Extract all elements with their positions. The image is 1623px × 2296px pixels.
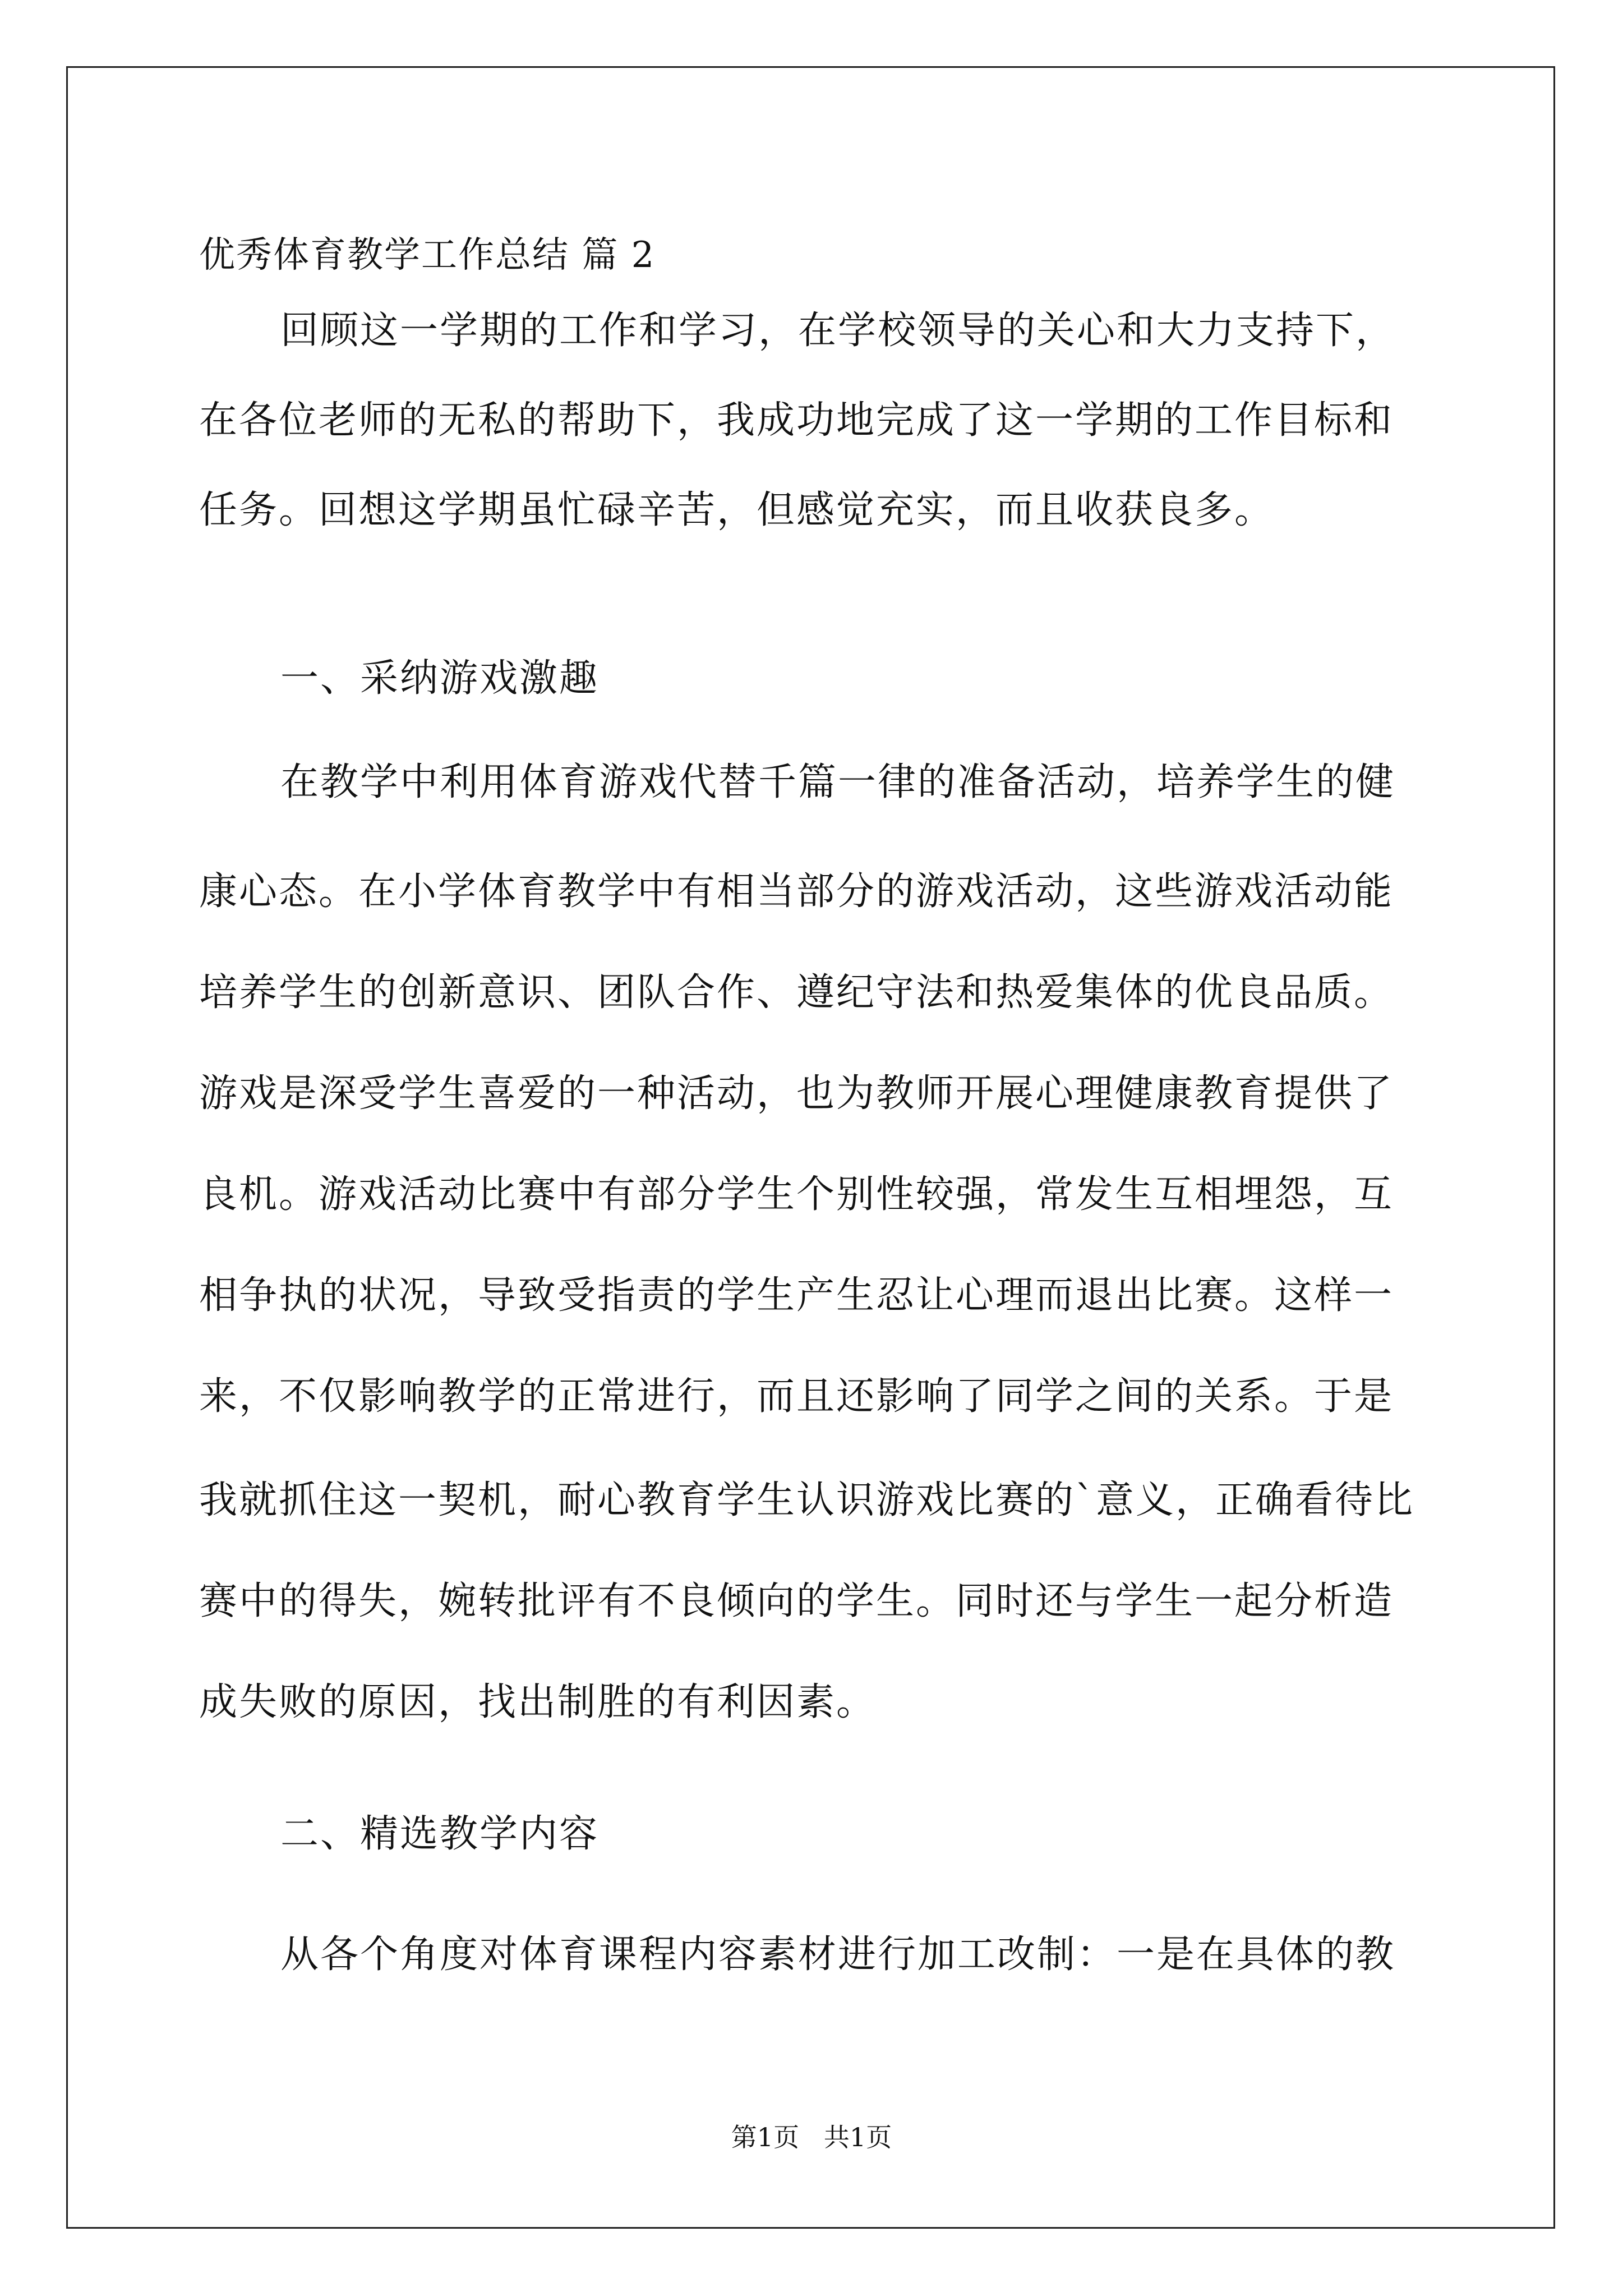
- paragraph-2-line-4: 游戏是深受学生喜爱的一种活动，也为教师开展心理健康教育提供了: [199, 1071, 1394, 1116]
- section-heading-1: 一、采纳游戏激趣: [280, 656, 600, 701]
- paragraph-1-line-1: 回顾这一学期的工作和学习，在学校领导的关心和大力支持下，: [280, 309, 1396, 353]
- paragraph-3-line-1: 从各个角度对体育课程内容素材进行加工改制：一是在具体的教: [280, 1932, 1396, 1977]
- paragraph-2-line-7: 来，不仅影响教学的正常进行，而且还影响了同学之间的关系。于是: [199, 1374, 1394, 1419]
- paragraph-2-line-10: 成失败的原因，找出制胜的有利因素。: [199, 1680, 877, 1724]
- paragraph-2-line-9: 赛中的得失，婉转批评有不良倾向的学生。同时还与学生一起分析造: [199, 1579, 1394, 1623]
- page-footer: 第1页 共1页: [731, 2122, 892, 2152]
- paragraph-2-line-8: 我就抓住这一契机，耐心教育学生认识游戏比赛的`意义，正确看待比: [199, 1478, 1415, 1522]
- paragraph-2-line-3: 培养学生的创新意识、团队合作、遵纪守法和热爱集体的优良品质。: [199, 970, 1394, 1015]
- paragraph-2-line-1: 在教学中利用体育游戏代替千篇一律的准备活动，培养学生的健: [280, 760, 1396, 804]
- paragraph-1-line-2: 在各位老师的无私的帮助下，我成功地完成了这一学期的工作目标和: [199, 398, 1394, 443]
- section-heading-2: 二、精选教学内容: [280, 1812, 600, 1856]
- document-title: 优秀体育教学工作总结 篇 2: [199, 234, 656, 276]
- paragraph-2-line-2: 康心态。在小学体育教学中有相当部分的游戏活动，这些游戏活动能: [199, 869, 1394, 914]
- paragraph-1-line-3: 任务。回想这学期虽忙碌辛苦，但感觉充实，而且收获良多。: [199, 488, 1275, 532]
- paragraph-2-line-5: 良机。游戏活动比赛中有部分学生个别性较强，常发生互相埋怨，互: [199, 1172, 1394, 1217]
- paragraph-2-line-6: 相争执的状况，导致受指责的学生产生忍让心理而退出比赛。这样一: [199, 1273, 1394, 1318]
